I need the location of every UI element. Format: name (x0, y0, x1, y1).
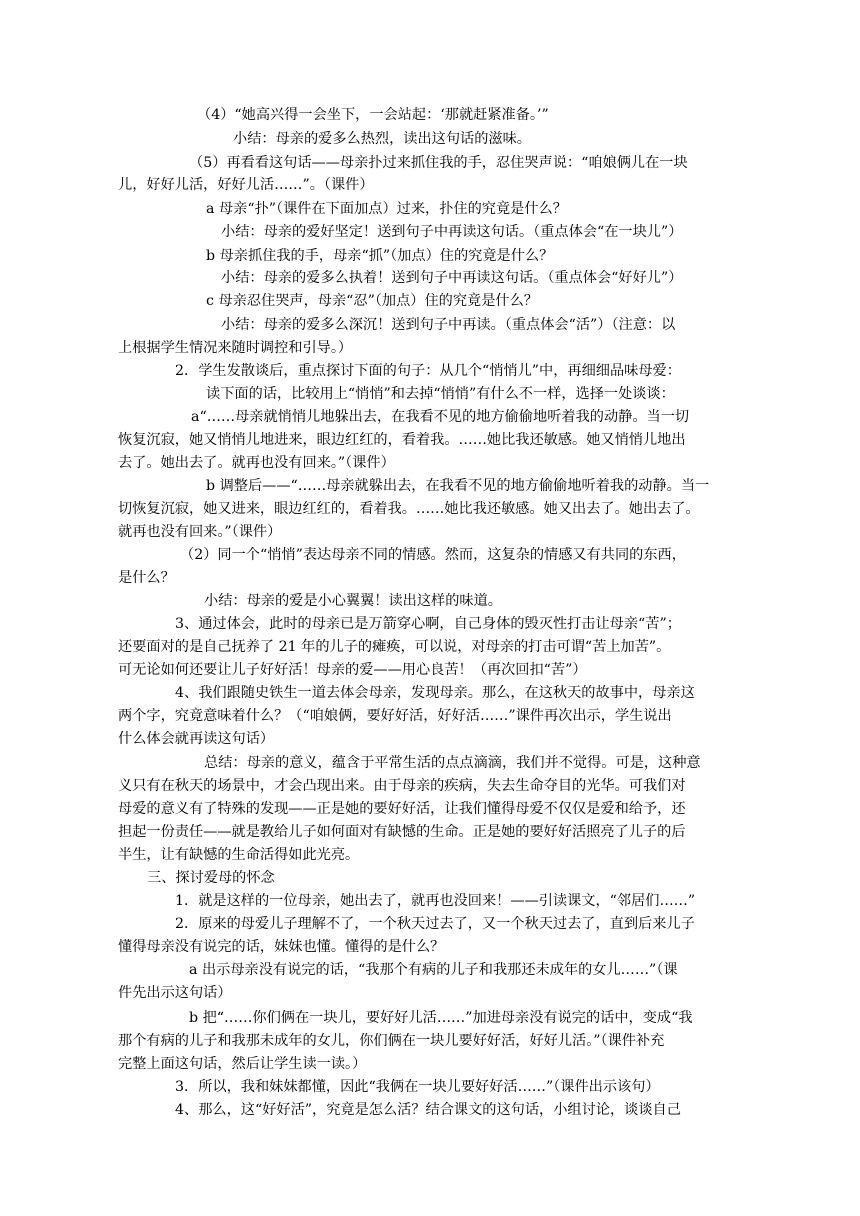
text-line: 1．就是这样的一位母亲，她出去了，就再也没回来！——引读课文，“邻居们……” (175, 893, 696, 909)
text-line: 2．学生发散谈后，重点探讨下面的句子：从几个“悄悄儿”中，再细细品味母爱： (175, 363, 681, 379)
text-line: c 母亲忍住哭声，母亲“忍”（加点）住的究竟是什么？ (206, 293, 538, 309)
text-line: 3．所以，我和妹妹都懂，因此“我俩在一块儿要好好活……”（课件出示该句） (175, 1079, 660, 1095)
section-heading: 三、探讨爱母的怀念 (147, 870, 275, 886)
text-line: 什么体会就再读这句话） (118, 731, 275, 747)
text-line: 两个字，究竟意味着什么？（“咱娘俩，要好好活，好好活……”课件再次出示，学生说出 (118, 708, 672, 724)
text-line: 2．原来的母爱儿子理解不了，一个秋天过去了，又一个秋天过去了，直到后来儿子 (175, 916, 695, 932)
text-line: a“……母亲就悄悄儿地躲出去，在我看不见的地方偷偷地听着我的动静。当一切 (191, 409, 690, 425)
text-line: 4、那么，这“好好活”，究竟是怎么活？结合课文的这句话，小组讨论，谈谈自己 (175, 1102, 681, 1118)
text-line: b 把“……你们俩在一块儿，要好好儿活……”加进母亲没有说完的话中，变成“我 (189, 1010, 693, 1026)
text-line: b 调整后——“……母亲就躲出去，在我看不见的地方偷偷地听着我的动静。当一 (206, 478, 710, 494)
text-line: 母爱的意义有了特殊的发现——正是她的要好好活，让我们懂得母爱不仅仅是爱和给予，还 (118, 801, 686, 817)
text-line: （4）“她高兴得一会坐下，一会站起：‘那就赶紧准备。’” (197, 107, 549, 123)
text-line: 4、我们跟随史铁生一道去体会母亲，发现母亲。那么，在这秋天的故事中，母亲这 (175, 685, 695, 701)
text-line: 担起一份责任——就是教给儿子如何面对有缺憾的生命。正是她的要好好活照亮了儿子的后 (118, 824, 686, 840)
text-line: 小结：母亲的爱多么执着！送到句子中再读这句话。（重点体会“好好儿”） (221, 270, 683, 286)
text-line: 小结：母亲的爱是小心翼翼！读出这样的味道。 (204, 593, 502, 609)
text-line: 半生，让有缺憾的生命活得如此光亮。 (118, 847, 360, 863)
text-line: 上根据学生情况来随时调控和引导。） (118, 340, 353, 356)
text-line: 3、通过体会，此时的母亲已是万箭穿心啊，自己身体的毁灭性打击让母亲“苦”； (175, 616, 681, 632)
text-line: 去了。她出去了。就再也没有回来。”（课件） (118, 455, 395, 471)
text-line: （5）再看看这句话——母亲扑过来抓住我的手，忍住哭声说：“咱娘俩儿在一块 (189, 155, 688, 171)
text-line: 小结：母亲的爱好坚定！送到句子中再读这句话。（重点体会“在一块儿”） (221, 224, 683, 240)
text-line: 小结：母亲的爱多么热烈，读出这句话的滋味。 (233, 131, 531, 147)
text-line: a 出示母亲没有说完的话，“我那个有病的儿子和我那还未成年的女儿……”（课 (189, 962, 678, 978)
text-line: 总结：母亲的意义，蕴含于平常生活的点点滴滴，我们并不觉得。可是，这种意 (204, 755, 701, 771)
text-line: 切恢复沉寂，她又进来，眼边红红的，看着我。……她比我还敏感。她又出去了。她出去了。 (118, 501, 700, 517)
text-line: 件先出示这句话） (118, 985, 232, 1001)
text-line: 是什么？ (118, 570, 175, 586)
text-line: 可无论如何还要让儿子好好活！母亲的爱——用心良苦！（再次回扣“苦”） (118, 662, 587, 678)
text-line: 儿，好好儿活，好好儿活……”。（课件） (118, 177, 374, 193)
text-line: 那个有病的儿子和我那未成年的女儿，你们俩在一块儿要好好活，好好儿活。”（课件补充 (118, 1033, 665, 1049)
text-line: 恢复沉寂，她又悄悄儿地进来，眼边红红的，看着我。……她比我还敏感。她又悄悄儿地出 (118, 432, 686, 448)
text-line: 就再也没有回来。”（课件） (118, 524, 282, 540)
text-line: 义只有在秋天的场景中，才会凸现出来。由于母亲的疾病，失去生命夺目的光华。可我们对 (118, 778, 686, 794)
text-line: a 母亲“扑”（课件在下面加点）过来，扑住的究竟是什么？ (206, 201, 567, 217)
text-line: 小结：母亲的爱多么深沉！送到句子中再读。（重点体会“活”）（注意：以 (221, 317, 676, 333)
text-line: 读下面的话，比较用上“悄悄”和去掉“悄悄”有什么不一样，选择一处谈谈： (206, 386, 675, 402)
text-line: 懂得母亲没有说完的话，妹妹也懂。懂得的是什么？ (118, 939, 445, 955)
text-line: （2）同一个“悄悄”表达母亲不同的情感。然而，这复杂的情感又有共同的东西， (180, 547, 686, 563)
text-line: b 母亲抓住我的手，母亲“抓”（加点）住的究竟是什么？ (206, 248, 554, 264)
text-line: 还要面对的是自己抚养了 21 年的儿子的瘫痪，可以说，对母亲的打击可谓“苦上加苦”。 (118, 639, 671, 655)
text-line: 完整上面这句话，然后让学生读一读。） (118, 1056, 367, 1072)
